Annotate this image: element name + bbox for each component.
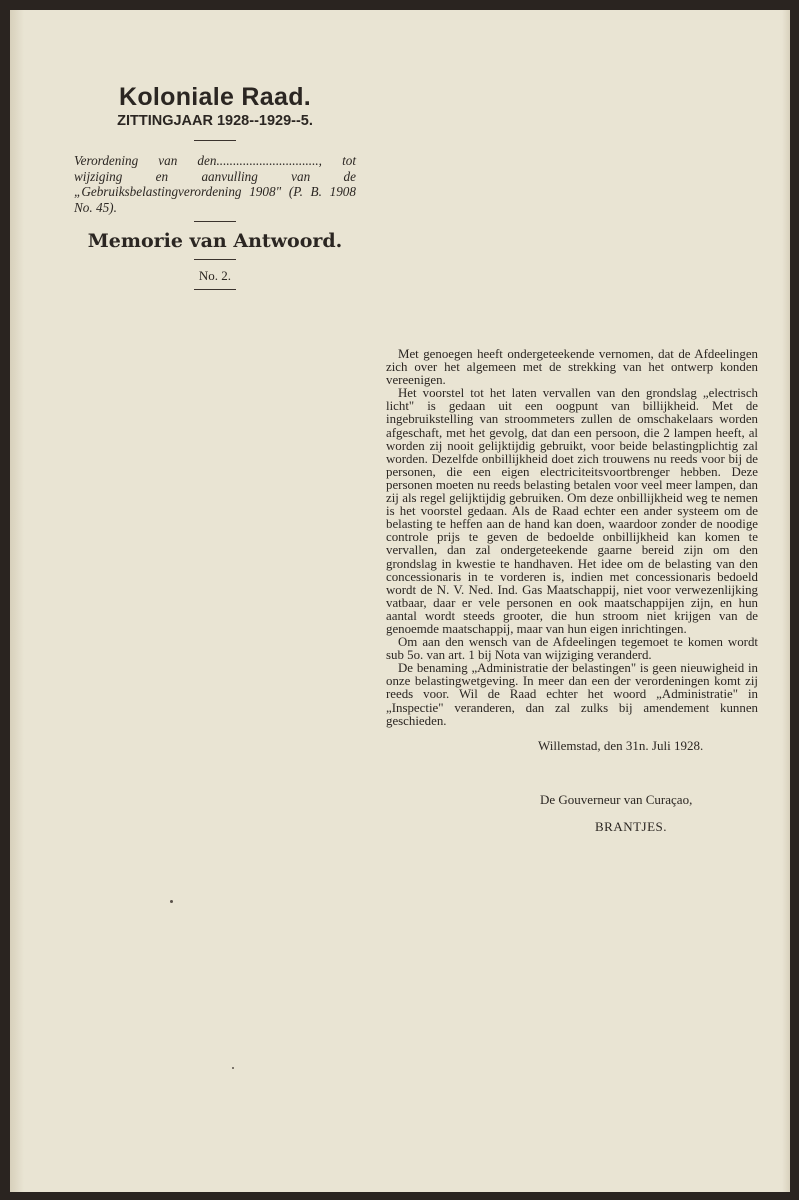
body-paragraph: De benaming „Administratie der belastingen" is geen nieuwigheid in onze belastingwetgeving. In meer dan een der verordeningen komt zij reeds voor. Wil de Raad echter het woord „Administratie" in „Inspectie" veranderen, dan zal zulks bij amendement kunnen geschieden. — [386, 661, 758, 728]
governor-title: De Gouverneur van Curaçao, — [540, 792, 693, 807]
page-spine-shadow — [10, 10, 24, 1192]
divider — [194, 221, 236, 222]
paper-speck — [170, 900, 173, 903]
body-paragraph: Het voorstel tot het laten vervallen van den grondslag „electrisch licht" is gedaan uit een oogpunt van billijkheid. Met de ingebruikstelling van stroommeters zullen de omschakelaars worden afgeschaft, met het gevolg, dat dan een persoon, die 2 lampen heeft, al worden zij nooit gelijktijdig gebruikt, voor beide belastingplichtig zal worden. Dezelfde onbillijkheid doet zich trouwens nu reeds voor bij de personen, die een eigen electriciteitsvoortbrenger hebben. Deze personen moeten nu reeds belasting betalen voor veel meer lampen, dan zij als regel gelijktijdig gebruiken. Om deze onbillijkheid weg te nemen is het voorstel gedaan. Als de Raad echter een ander systeem om de belasting te heffen aan de hand kan doen, waardoor zonder de noodige controle prijs te geven de bedoelde onbillijkheid kan komen te vervallen, dan zal ondergeteekende gaarne bereid zijn om den grondslag in kwestie te handhaven. Het idee om de belasting van den concessionaris in te vorderen is, indien met concessionaris bedoeld wordt de N. V. Ned. Ind. Gas Maatschappij, niet voor verwezenlijking vatbaar, daar er vele personen en ook maatschappijen zijn, en hun aantal wordt steeds grooter, die hun stroom niet krijgen van de genoemde maatschappij, maar van hun eigen inrichtingen. — [386, 386, 758, 636]
divider — [194, 140, 236, 141]
body-paragraph: Met genoegen heeft ondergeteekende vernomen, dat de Afdeelingen zich over het algemeen met de strekking van het ontwerp konden vereenigen. — [386, 347, 758, 388]
signature-name: BRANTJES. — [595, 819, 668, 834]
divider — [194, 289, 236, 290]
session-year: ZITTINGJAAR 1928--1929--5. — [117, 113, 313, 129]
memo-title: Memorie van Antwoord. — [87, 230, 343, 252]
document-header — [74, 82, 356, 290]
page-edge-shadow — [782, 10, 790, 1192]
document-number: No. 2. — [198, 268, 232, 283]
body-paragraph: Om aan den wensch van de Afdeelingen tegemoet te komen wordt sub 5o. van art. 1 bij Nota van wijziging veranderd. — [386, 635, 758, 663]
place-date: Willemstad, den 31n. Juli 1928. — [538, 738, 704, 753]
council-title: Koloniale Raad. — [118, 83, 312, 111]
paper-speck — [232, 1067, 234, 1069]
divider — [194, 259, 236, 260]
memo-body — [386, 348, 758, 728]
ordinance-subject: Verordening van den..............................., tot wijziging en aanvulling van de „Gebruiksbelastingverordening 1908" (P. B. 1908 No. 45). — [74, 153, 356, 215]
document-page — [10, 10, 790, 1192]
